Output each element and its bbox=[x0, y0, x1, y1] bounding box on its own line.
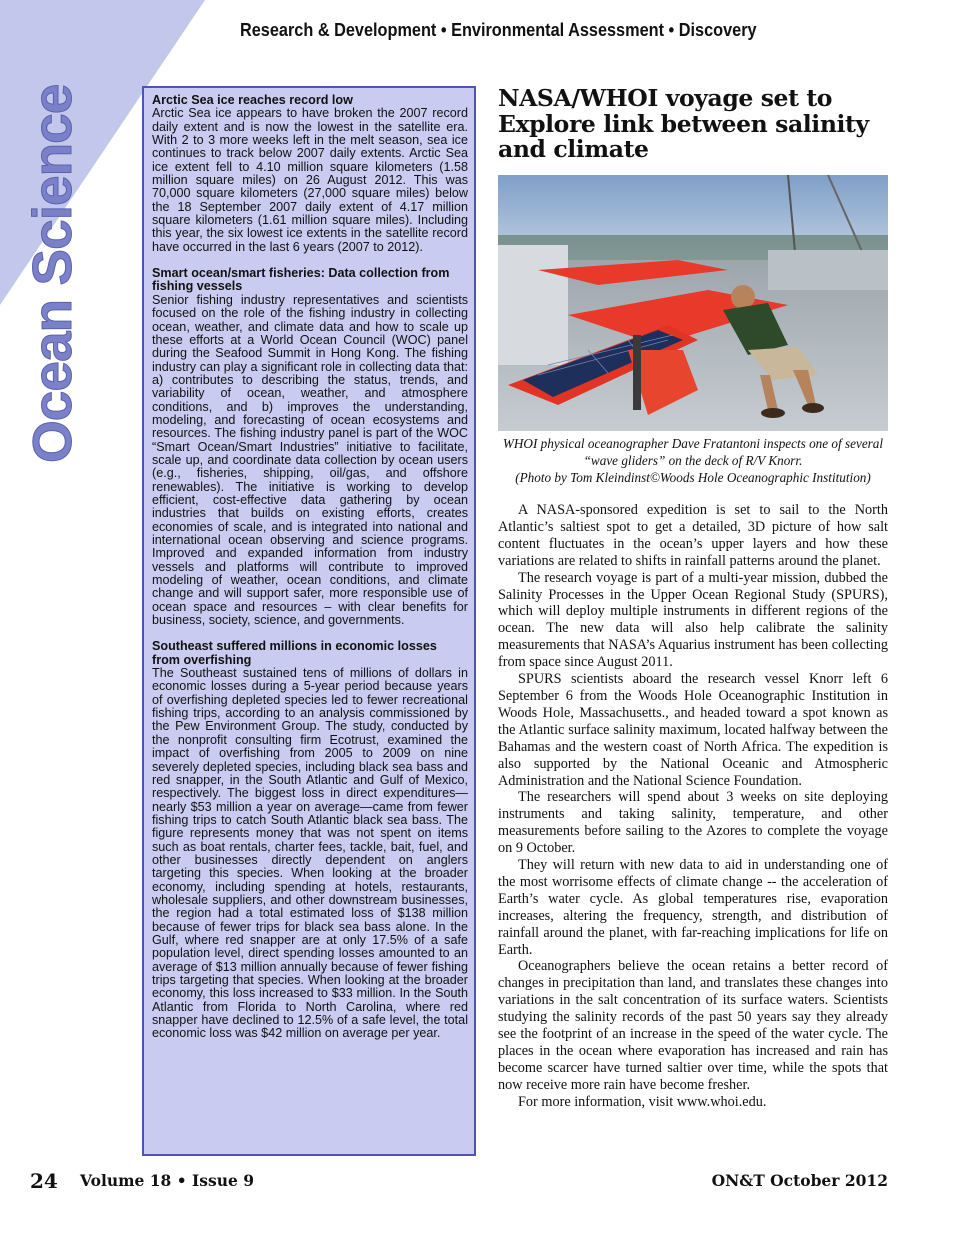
article-paragraph: SPURS scientists aboard the research vessel Knorr left 6 September 6 from the Woods Hole Oceanographic Institution in Woods Hole, Massachusetts., and headed toward a spot known as the Atlantic surface salinity maximum, located halfway between the Bahamas and the western coast of North Africa. The expedition is also supported by the National Oceanic and Atmospheric Administration and the National Science Foundation. bbox=[498, 671, 888, 789]
news-sidebar bbox=[142, 86, 476, 1156]
news-item bbox=[152, 94, 468, 254]
page-number: 24 bbox=[30, 1169, 58, 1193]
news-item-title: Southeast suffered millions in economic losses from overfishing bbox=[152, 639, 437, 667]
article-paragraph: They will return with new data to aid in understanding one of the most worrisome effects of climate change -- the acceleration of Earth’s water cycle. As global temperatures rise, evaporation increases, altering the frequency, strength, and distribution of rainfall around the planet, with far-reaching implications for life on Earth. bbox=[498, 857, 888, 958]
article-headline: NASA/WHOI voyage set to Explore link between salinity and climate bbox=[498, 84, 869, 163]
publication-date: ON&T October 2012 bbox=[711, 1171, 888, 1190]
photo-caption bbox=[498, 435, 888, 486]
news-item-body: Senior fishing industry representatives and scientists focused on the role of the fishing industry in collecting ocean, weather, and climate data and how to scale up these efforts at a World Ocean Council (WOC) panel during the Seafood Summit in Hong Kong. The fishing industry can play a significant role in collecting data that: a) contributes to describing the status, trends, and variability of ocean, weather, and atmosphere conditions, and b) improves the understanding, modeling, and forecasting of ocean ecosystems and resources. The fishing industry panel is part of the WOC “Smart Ocean/Smart Industries” initiative to facilitate, scale up, and coordinate data collection by ocean users (e.g., fisheries, shipping, oil/gas, and offshore renewables). The initiative is working to develop efficient, cost-effective data gathering by ocean industries that builds on existing efforts, creates economies of scale, and is integrated into national and international ocean observing and science programs. Improved and expanded information from industry vessels and platforms will contribute to improved modeling of weather, ocean conditions, and climate change and will support safer, more responsible use of ocean space and resources – with clear benefits for business, society, science, and governments. bbox=[152, 292, 468, 628]
issue-label: Volume 18 • Issue 9 bbox=[80, 1171, 255, 1190]
caption-text: WHOI physical oceanographer Dave Fratantoni inspects one of several “wave gliders” on the deck of R/V Knorr. bbox=[502, 436, 884, 468]
news-item bbox=[152, 640, 468, 1040]
section-label: Ocean Science bbox=[21, 84, 83, 463]
article-paragraph: For more information, visit www.whoi.edu. bbox=[518, 1093, 767, 1110]
news-item bbox=[152, 267, 468, 627]
wave-glider-photo bbox=[498, 175, 888, 431]
news-item-title: Smart ocean/smart fisheries: Data collection from fishing vessels bbox=[152, 266, 450, 294]
header-tagline: Research & Development • Environmental Assessment • Discovery bbox=[240, 19, 757, 40]
article-paragraph: The researchers will spend about 3 weeks on site deploying instruments and taking salinity, temperature, and other measurements before sailing to the Azores to complete the voyage on 9 October. bbox=[498, 789, 888, 857]
article-body bbox=[498, 502, 888, 1111]
article-paragraph: A NASA-sponsored expedition is set to sail to the North Atlantic’s saltiest spot to get a detailed, 3D picture of how salt content fluctuates in the ocean’s upper layers and how these variations are related to shifts in rainfall patterns around the planet. bbox=[498, 502, 888, 569]
news-item-body: Arctic Sea ice appears to have broken the 2007 record daily extent and is now the lowest in the satellite era. With 2 to 3 more weeks left in the melt season, sea ice continues to track below 2007 daily extents. Arctic Sea ice extent fell to 4.10 million square kilometers (1.58 million square miles) on 26 August 2012. This was 70,000 square kilometers (27,000 square miles) below the 18 September 2007 daily extent of 4.17 million square kilometers (1.61 million square miles). Including this year, the six lowest ice extents in the satellite record have occurred in the last 6 years (2007 to 2012). bbox=[152, 106, 468, 254]
article-paragraph: The research voyage is part of a multi-year mission, dubbed the Salinity Processes in the Upper Ocean Regional Study (SPURS), which will deploy multiple instruments in different regions of the ocean. The new data will also help calibrate the salinity measurements that NASA’s Aquarius instrument has been collecting from space since August 2011. bbox=[498, 569, 888, 671]
news-item-body: The Southeast sustained tens of millions of dollars in economic losses during a 5-year period because years of overfishing depleted species led to fewer recreational fishing trips, according to an analysis commissioned by the Pew Environment Group. The study, conducted by the nonprofit consulting firm Ecotrust, examined the impact of overfishing from 2005 to 2009 on nine severely depleted species, including black sea bass and red snapper, in the South Atlantic and Gulf of Mexico, respectively. The biggest loss in direct expenditures—nearly $53 million a year on average—came from fewer fishing trips to catch South Atlantic black sea bass. The figure represents money that was not spent on items such as boat rentals, charter fees, tackle, bait, fuel, and other businesses directly dependent on anglers targeting this species. When looking at the broader economy, including spending at hotels, restaurants, wholesale suppliers, and other downstream businesses, the region had a total estimated loss of $138 million because of fewer trips for black sea bass alone. In the Gulf, where red snapper are at only 17.5% of a safe population level, direct spending losses amounted to an average of $13 million annually because of fewer fishing trips targeting that species. When looking at the broader economy, this loss increased to $33 million. In the South Atlantic from Florida to North Carolina, where red snapper have declined to 12.5% of a safe level, the total economic loss was $42 million on average per year. bbox=[152, 666, 468, 1041]
caption-credit: (Photo by Tom Kleindinst©Woods Hole Oceanographic Institution) bbox=[515, 470, 871, 485]
article-paragraph: Oceanographers believe the ocean retains a better record of changes in precipitation than land, and translates these changes into variations in the salt concentration of its surface waters. Scientists studying the salinity records of the past 50 years say they already see the footprint of an increase in the speed of the water cycle. The places in the ocean where evaporation has increased and rain has become scarcer have turned saltier over time, while the spots that now receive more rain have become fresher. bbox=[498, 958, 888, 1093]
news-item-title: Arctic Sea ice reaches record low bbox=[152, 93, 353, 107]
